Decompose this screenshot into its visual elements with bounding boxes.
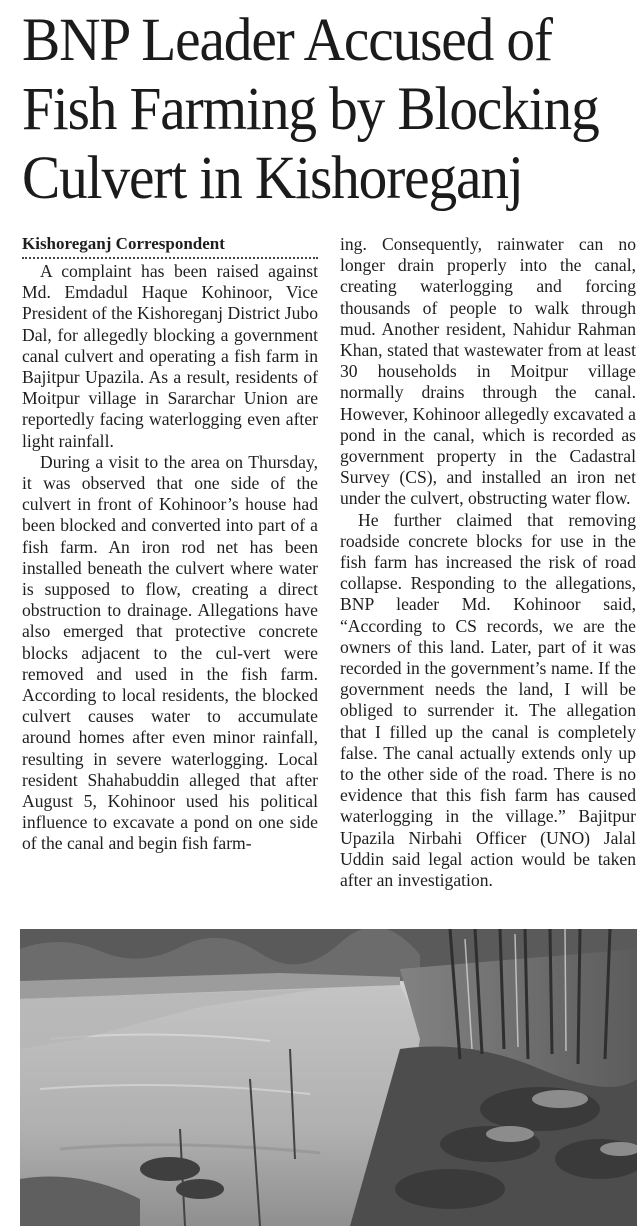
article-paragraph: During a visit to the area on Thursday, it was observed that one side of the culvert in front of Kohinoor’s house had been blocked and converted into part of a fish farm. An iron rod net has been installed beneath the culvert where water is supposed to flow, creating a direct obstruction to drainage. Allegations have also emerged that protective concrete blocks adjacent to the cul-vert were removed and used in the fish farm. According to local residents, the blocked culvert causes water to accumulate around homes after even minor rainfall, resulting in severe waterlogging. Local resident Shahabuddin alleged that after August 5, Kohinoor used his political influence to excavate a pond on one side of the canal and begin fish farm- — [22, 451, 318, 854]
pond-photo-illustration — [20, 929, 637, 1226]
article-paragraph: ing. Consequently, rainwater can no longer drain properly into the canal, creating waterlogging and forcing thousands of people to walk through mud. Another resident, Nahidur Rahman Khan, stated that wastewater from at least 30 households in Moitpur village normally drains through the canal. However, Kohinoor allegedly excavated a pond in the canal, which is recorded as government property in the Cadastral Survey (CS), and installed an iron net under the culvert, obstructing water flow. — [340, 234, 636, 509]
article-column-left — [22, 234, 318, 855]
headline-line: Fish Farming by Blocking — [22, 76, 599, 143]
article-photo — [20, 929, 637, 1226]
article-column-right — [340, 234, 636, 891]
article-paragraph: He further claimed that removing roadside concrete blocks for use in the fish farm has increased the risk of road collapse. Responding to the allegations, BNP leader Md. Kohinoor said, “According to CS records, we are the owners of this land. Later, part of it was recorded in the government’s name. If the government needs the land, I will be obliged to surrender it. The allegation that I filled up the canal is completely false. The canal actually extends only up to the other side of the road. There is no evidence that this fish farm has caused waterlogging in the village.” Bajitpur Upazila Nirbahi Officer (UNO) Jalal Uddin said legal action would be taken after an investigation. — [340, 509, 636, 891]
byline: Kishoreganj Correspondent — [22, 234, 318, 259]
headline — [22, 6, 599, 213]
article-paragraph: A complaint has been raised against Md. Emdadul Haque Kohinoor, Vice President of the Kishoreganj District Jubo Dal, for allegedly blocking a government canal culvert and operating a fish farm in Bajitpur Upazila. As a result, residents of Moitpur village in Sararchar Union are reportedly facing waterlogging even after light rainfall. — [22, 261, 318, 451]
headline-line: Culvert in Kishoreganj — [22, 145, 523, 212]
headline-line: BNP Leader Accused of — [22, 7, 552, 74]
